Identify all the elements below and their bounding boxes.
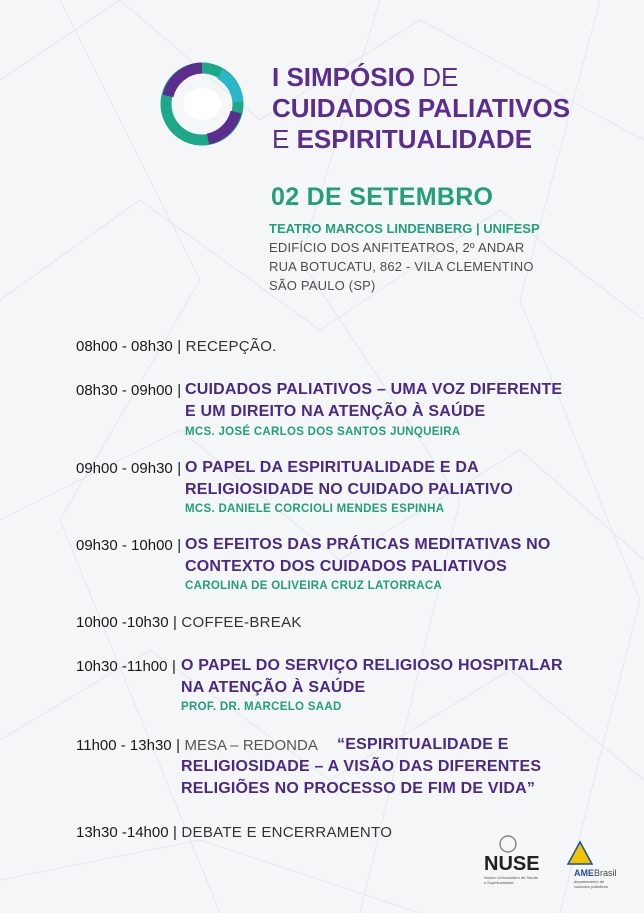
schedule-row [76, 537, 181, 555]
talk-title-line: RELIGIOSIDADE NO CUIDADO PALIATIVO [185, 481, 513, 498]
svg-text:Brasil: Brasil [594, 868, 617, 878]
title-line1-bold: I SIMPÓSIO [272, 62, 416, 92]
svg-text:e Espiritualidade: e Espiritualidade [484, 880, 514, 885]
separator: | [173, 824, 177, 841]
address-line: RUA BOTUCATU, 862 - VILA CLEMENTINO [269, 259, 534, 274]
schedule-row [76, 460, 181, 478]
separator: | [177, 382, 182, 399]
speaker-name: PROF. DR. MARCELO SAAD [181, 701, 342, 713]
talk-title [185, 379, 562, 423]
schedule-row [76, 824, 392, 842]
event-title [272, 62, 570, 155]
schedule-time: 13h30 -14h00 [76, 824, 169, 841]
speaker-name: CAROLINA DE OLIVEIRA CRUZ LATORRACA [185, 580, 443, 592]
schedule-row [76, 338, 277, 356]
separator: | [177, 338, 182, 355]
talk-title [185, 534, 551, 578]
talk-title-line: RELIGIÕES NO PROCESSO DE FIM DE VIDA” [181, 780, 536, 797]
venue-name: TEATRO MARCOS LINDENBERG | UNIFESP [269, 221, 540, 236]
svg-text:departamento de: departamento de [574, 879, 605, 884]
schedule-row [76, 658, 176, 676]
talk-title-line: “ESPIRITUALIDADE E [337, 736, 509, 753]
title-line3-bold: ESPIRITUALIDADE [296, 124, 533, 154]
schedule-time: 09h30 - 10h00 [76, 537, 173, 554]
talk-title-line: O PAPEL DA ESPIRITUALIDADE E DA [185, 459, 479, 476]
separator: | [176, 737, 180, 754]
talk-title [181, 655, 563, 699]
schedule-row [76, 614, 302, 632]
speaker-name: MCS. DANIELE CORCIOLI MENDES ESPINHA [185, 503, 445, 515]
schedule-label: RECEPÇÃO. [185, 338, 277, 355]
event-date: 02 DE SETEMBRO [271, 183, 494, 211]
venue-block [269, 219, 540, 295]
schedule-row [76, 382, 181, 400]
schedule-time: 10h30 -11h00 [76, 658, 168, 675]
schedule-row [76, 737, 318, 755]
svg-text:AME: AME [574, 868, 594, 878]
separator: | [177, 537, 182, 554]
talk-title-line: E UM DIREITO NA ATENÇÃO À SAÚDE [185, 403, 486, 420]
schedule-time: 11h00 - 13h30 [76, 737, 172, 754]
schedule-label: MESA – REDONDA [184, 737, 318, 754]
talk-title [181, 756, 541, 800]
separator: | [171, 658, 176, 675]
speaker-name: MCS. JOSÉ CARLOS DOS SANTOS JUNQUEIRA [185, 426, 461, 438]
footer-logos [470, 832, 630, 892]
address-line: EDIFÍCIO DOS ANFITEATROS, 2º ANDAR [269, 240, 525, 255]
talk-title [185, 457, 513, 501]
title-line2: CUIDADOS PALIATIVOS [272, 93, 571, 123]
title-line1-light: DE [415, 62, 459, 92]
schedule-time: 09h00 - 09h30 [76, 460, 173, 477]
schedule-label: DEBATE E ENCERRAMENTO [181, 824, 393, 841]
talk-title-line: CUIDADOS PALIATIVOS – UMA VOZ DIFERENTE [185, 381, 563, 398]
talk-title-line: CONTEXTO DOS CUIDADOS PALIATIVOS [185, 558, 507, 575]
schedule-time: 10h00 -10h30 [76, 614, 169, 631]
talk-title-line: OS EFEITOS DAS PRÁTICAS MEDITATIVAS NO [185, 536, 551, 553]
schedule-time: 08h00 - 08h30 [76, 338, 173, 355]
svg-text:NUSE: NUSE [484, 853, 540, 875]
svg-text:cuidados paliativos: cuidados paliativos [574, 884, 608, 889]
svg-text:Núcleo Universitário de Saúde: Núcleo Universitário de Saúde [484, 875, 539, 880]
separator: | [173, 614, 177, 631]
talk-title-line: NA ATENÇÃO À SAÚDE [181, 679, 366, 696]
talk-title-line: O PAPEL DO SERVIÇO RELIGIOSO HOSPITALAR [181, 657, 563, 674]
partner-logos-icon [470, 832, 630, 892]
separator: | [177, 460, 182, 477]
schedule-label: COFFEE-BREAK [181, 614, 302, 631]
schedule-time: 08h30 - 09h00 [76, 382, 173, 399]
address-line: SÃO PAULO (SP) [269, 278, 376, 293]
talk-title-line: RELIGIOSIDADE – A VISÃO DAS DIFERENTES [181, 758, 542, 775]
title-line3-light: E [272, 124, 297, 154]
symposium-logo-icon [160, 62, 244, 146]
